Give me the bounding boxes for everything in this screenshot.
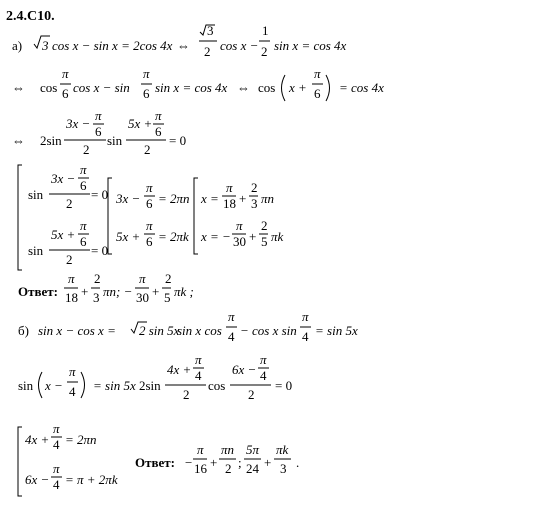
problem-number: 2.4.C10. [6,9,55,24]
svg-text:= 2πk: = 2πk [158,229,189,244]
svg-text:π: π [53,461,60,476]
svg-text:4: 4 [228,329,235,344]
svg-text:sin x = cos 4x: sin x = cos 4x [274,38,347,53]
part-b-line-2 [18,352,292,402]
svg-text:sin x cos: sin x cos [177,323,222,338]
svg-text:= cos 4x: = cos 4x [339,80,384,95]
svg-text:= π + 2πk: = π + 2πk [65,472,118,487]
svg-text:6: 6 [95,124,102,139]
svg-text:2 sin 5x: 2 sin 5x [139,323,180,338]
part-b-label: б) [18,323,29,338]
svg-text:π: π [80,218,87,233]
svg-text:cos x −: cos x − [220,38,259,53]
svg-text:sin: sin [18,378,34,393]
svg-text:x = −: x = − [201,229,231,244]
svg-text:π: π [53,421,60,436]
svg-text:6x −: 6x − [232,362,257,377]
svg-text:sin x − cos x =: sin x − cos x = [38,323,116,338]
part-a-line-1 [12,23,347,59]
svg-text:2: 2 [225,461,232,476]
svg-text:π: π [236,218,243,233]
svg-text:5x +: 5x + [116,229,141,244]
system-bracket [18,165,22,270]
svg-text:π: π [69,364,76,379]
svg-text:x +: x + [289,80,307,95]
svg-text:π: π [146,180,153,195]
svg-text:2: 2 [83,142,90,157]
svg-text:+: + [152,284,160,299]
svg-text:π: π [62,66,69,81]
svg-text:= 0: = 0 [91,187,109,202]
svg-text:+: + [239,191,247,206]
svg-text:−: − [185,455,193,470]
svg-text:cos: cos [208,378,226,393]
svg-text:π: π [302,309,309,324]
svg-text:2: 2 [66,252,73,267]
svg-text:πn: πn [261,191,275,206]
svg-text:π: π [95,108,102,123]
svg-text:2: 2 [261,44,268,59]
svg-text:π: π [260,352,267,367]
svg-text:6: 6 [143,86,150,101]
svg-text:3: 3 [42,38,49,53]
svg-text:x −: x − [45,378,63,393]
svg-text:30: 30 [233,234,246,249]
svg-text:πk ;: πk ; [174,284,194,299]
part-a-system [18,162,284,270]
svg-text:1: 1 [262,23,269,38]
svg-text:⇔: ⇔ [12,133,25,148]
svg-text:6: 6 [155,124,162,139]
svg-text:2sin: 2sin [40,133,62,148]
svg-text:sin x = cos 4x: sin x = cos 4x [155,80,228,95]
svg-text:π: π [139,271,146,286]
svg-text:= 0: = 0 [169,133,187,148]
svg-text:;: ; [238,455,242,470]
svg-text:+: + [264,455,272,470]
svg-text:3x −: 3x − [51,171,76,186]
part-a-label: а) [12,38,23,53]
svg-text:3x −: 3x − [66,116,91,131]
svg-text:4x +: 4x + [25,432,50,447]
svg-text:⇔: ⇔ [12,80,25,95]
svg-text:6: 6 [62,86,69,101]
svg-text:sin: sin [28,187,44,202]
svg-text:6: 6 [146,234,153,249]
svg-text:2: 2 [251,180,258,195]
part-a-line-2 [12,66,384,101]
svg-text:π: π [146,218,153,233]
svg-text:Ответ:: Ответ: [135,455,176,470]
part-a-line-3 [12,108,186,157]
svg-text:+: + [81,284,89,299]
svg-text:2: 2 [165,271,172,286]
a1-lhs: cos x − sin x = 2cos 4x [52,38,173,53]
svg-text:πn; −: πn; − [103,284,133,299]
svg-text:cos: cos [40,80,58,95]
part-b-line-1 [18,309,358,344]
svg-text:4x +: 4x + [167,362,192,377]
svg-text:.: . [296,455,300,470]
svg-text:5: 5 [261,234,268,249]
svg-text:5π: 5π [246,442,260,457]
svg-text:3: 3 [93,290,100,305]
svg-text:4: 4 [302,329,309,344]
svg-text:π: π [80,162,87,177]
svg-text:⇔: ⇔ [177,38,190,53]
svg-text:3x −: 3x − [116,191,141,206]
svg-text:2: 2 [204,44,211,59]
svg-text:π: π [195,352,202,367]
svg-text:2sin: 2sin [139,378,161,393]
svg-text:πk: πk [271,229,284,244]
svg-text:2: 2 [248,387,255,402]
svg-text:2: 2 [144,142,151,157]
svg-text:6: 6 [80,178,87,193]
svg-text:π: π [68,271,75,286]
svg-text:= sin 5x: = sin 5x [315,323,358,338]
svg-text:= sin 5x: = sin 5x [93,378,136,393]
svg-text:⇔: ⇔ [237,80,250,95]
part-b-answer [135,442,299,476]
svg-text:18: 18 [223,196,236,211]
svg-text:π: π [226,180,233,195]
svg-text:4: 4 [260,368,267,383]
svg-text:4: 4 [53,477,60,492]
svg-text:2: 2 [66,196,73,211]
svg-text:2: 2 [183,387,190,402]
svg-text:sin: sin [28,243,44,258]
svg-text:+: + [249,229,257,244]
svg-text:5x +: 5x + [128,116,153,131]
svg-text:3: 3 [207,23,214,38]
svg-text:5: 5 [164,290,171,305]
svg-text:= 0: = 0 [275,378,293,393]
svg-text:30: 30 [136,290,149,305]
svg-text:π: π [314,66,321,81]
svg-text:π: π [143,66,150,81]
svg-text:6: 6 [146,196,153,211]
svg-text:6: 6 [314,86,321,101]
part-a-answer [18,271,194,305]
svg-text:6: 6 [80,234,87,249]
svg-text:18: 18 [65,290,78,305]
part-b-system [18,421,118,496]
svg-text:π: π [228,309,235,324]
svg-text:16: 16 [194,461,207,476]
svg-text:sin: sin [107,133,123,148]
svg-text:+: + [210,455,218,470]
svg-text:24: 24 [246,461,259,476]
svg-text:2: 2 [94,271,101,286]
svg-text:cos: cos [258,80,276,95]
svg-text:4: 4 [53,437,60,452]
svg-text:4: 4 [195,368,202,383]
svg-text:= 0: = 0 [91,243,109,258]
svg-text:π: π [197,442,204,457]
svg-text:= 2πn: = 2πn [158,191,190,206]
svg-text:πk: πk [276,442,289,457]
svg-text:− cos x sin: − cos x sin [240,323,297,338]
svg-text:cos x − sin: cos x − sin [73,80,130,95]
svg-text:6x −: 6x − [25,472,50,487]
svg-text:πn: πn [221,442,235,457]
svg-text:2: 2 [261,218,268,233]
svg-text:4: 4 [69,384,76,399]
svg-text:3: 3 [251,196,258,211]
svg-text:x =: x = [201,191,219,206]
svg-text:π: π [155,108,162,123]
svg-text:5x +: 5x + [51,227,76,242]
answer-label: Ответ: [18,284,59,299]
svg-text:= 2πn: = 2πn [65,432,97,447]
svg-text:3: 3 [280,461,287,476]
